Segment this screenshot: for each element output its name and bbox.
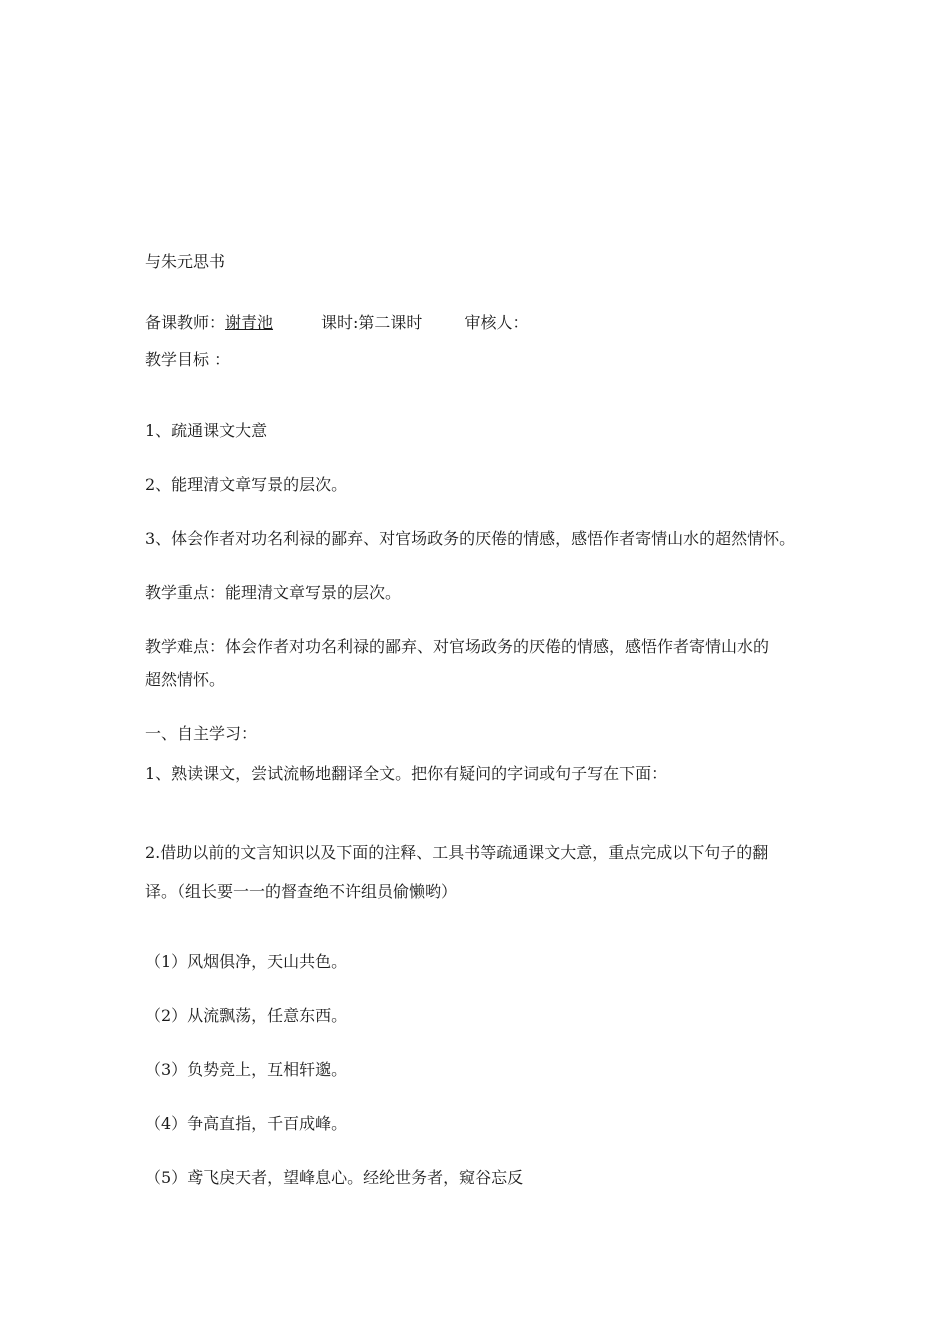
sentence-item-4: （4）争高直指，千百成峰。 — [145, 1114, 348, 1133]
teacher-name: 谢青池 — [225, 313, 274, 332]
task-2-line-2: 译。（组长要一一的督查绝不许组员偷懒哟） — [145, 882, 458, 901]
task-1: 1、熟读课文，尝试流畅地翻译全文。把你有疑问的字词或句子写在下面： — [145, 764, 668, 783]
difficult-point-line-1: 教学难点：体会作者对功名利禄的鄙弃、对官场政务的厌倦的情感，感悟作者寄情山水的 — [145, 637, 770, 656]
lesson-meta — [145, 313, 528, 333]
teacher-label: 备课教师： — [145, 313, 226, 332]
reviewer-label: 审核人： — [464, 313, 529, 332]
sentence-item-2: （2）从流飘荡，任意东西。 — [145, 1006, 348, 1025]
objective-item-1: 1、疏通课文大意 — [145, 421, 268, 440]
task-2-line-1: 2.借助以前的文言知识以及下面的注释、工具书等疏通课文大意，重点完成以下句子的翻 — [145, 843, 769, 862]
difficult-point-line-2: 超然情怀。 — [145, 670, 226, 689]
section-heading-self-study: 一、自主学习： — [145, 724, 258, 743]
sentence-item-1: （1）风烟俱净，天山共色。 — [145, 952, 348, 971]
key-point: 教学重点：能理清文章写景的层次。 — [145, 583, 402, 602]
objectives-heading: 教学目标 ： — [145, 350, 231, 369]
document-title: 与朱元思书 — [145, 252, 226, 271]
lesson-period: 课时:第二课时 — [321, 313, 423, 332]
sentence-item-5: （5）鸢飞戾天者，望峰息心。经纶世务者，窥谷忘反 — [145, 1168, 524, 1187]
objective-item-3: 3、体会作者对功名利禄的鄙弃、对官场政务的厌倦的情感，感悟作者寄情山水的超然情怀。 — [145, 529, 796, 548]
sentence-item-3: （3）负势竞上，互相轩邈。 — [145, 1060, 348, 1079]
objective-item-2: 2、能理清文章写景的层次。 — [145, 475, 348, 494]
